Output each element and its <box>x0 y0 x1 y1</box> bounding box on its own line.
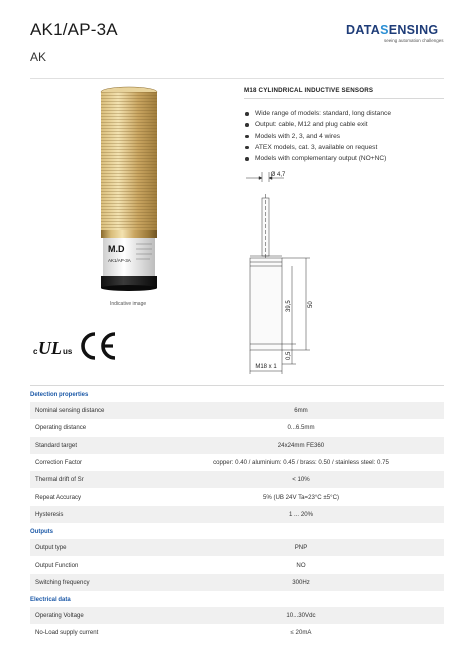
dimension-total-length: 50 <box>308 301 314 308</box>
row-label: Correction Factor <box>35 459 83 467</box>
dimension-drawing <box>232 168 322 380</box>
dimension-tip-length: 0,5 <box>286 351 292 360</box>
sensor-product-image <box>84 84 174 294</box>
cul-us-certification-icon <box>32 332 74 360</box>
features-list <box>244 108 391 164</box>
brand-word-start: DATA <box>346 23 381 37</box>
section-title-detection: Detection properties <box>30 392 89 398</box>
row-label: Thermal drift of Sr <box>35 476 84 484</box>
specifications-table <box>30 385 444 642</box>
brand-word-mark: S <box>380 23 389 37</box>
row-value: 5% (UB 24V Ta=23°C ±5°C) <box>262 493 340 501</box>
row-label: Hysteresis <box>35 510 64 518</box>
brand-tagline: seeing automation challenges <box>384 38 444 43</box>
row-value: 6mm <box>294 407 308 415</box>
row-value: < 10% <box>292 476 310 484</box>
features-title: M18 CYLINDRICAL INDUCTIVE SENSORS <box>244 87 374 94</box>
dimension-body-length: 39,5 <box>286 300 292 312</box>
table-row <box>30 437 444 454</box>
table-row <box>30 506 444 523</box>
row-label: No-Load supply current <box>35 629 99 637</box>
table-row <box>30 454 444 471</box>
section-title-outputs: Outputs <box>30 529 53 536</box>
image-caption: Indicative image <box>110 301 147 307</box>
brand-wordmark <box>346 24 448 37</box>
table-row <box>30 607 444 624</box>
header-divider <box>30 78 444 79</box>
feature-item: Models with complementary output (NO+NC) <box>244 153 391 164</box>
section-title-electrical: Electrical data <box>30 596 71 603</box>
row-label: Repeat Accuracy <box>35 493 82 501</box>
row-label: Operating Voltage <box>35 612 84 620</box>
ce-certification-icon <box>78 330 118 362</box>
table-row <box>30 419 444 436</box>
row-value: 300Hz <box>292 578 310 586</box>
feature-item: Models with 2, 3, and 4 wires <box>244 131 391 142</box>
row-label: Output type <box>35 544 67 552</box>
page-subtitle: AK <box>30 50 47 64</box>
svg-text:UL: UL <box>38 338 62 358</box>
dimension-thread: M18 x 1 <box>255 364 277 370</box>
row-value: copper: 0.40 / aluminium: 0.45 / brass: 0.50 / stainless steel: 0.75 <box>213 459 389 467</box>
row-value: NO <box>296 561 306 569</box>
features-divider <box>244 98 444 99</box>
brand-word-end: ENSING <box>388 23 439 37</box>
section-divider <box>30 385 444 386</box>
row-value: ≤ 20mA <box>290 629 312 637</box>
row-label: Operating distance <box>35 424 87 432</box>
table-row <box>30 624 444 641</box>
row-label: Output Function <box>35 561 79 569</box>
feature-item: Output: cable, M12 and plug cable exit <box>244 119 391 130</box>
sensor-label-brand: M.D <box>108 244 125 254</box>
row-label: Switching frequency <box>35 578 90 586</box>
table-row <box>30 556 444 573</box>
feature-item: Wide range of models: standard, long distance <box>244 108 391 119</box>
row-label: Nominal sensing distance <box>35 407 105 415</box>
table-row <box>30 471 444 488</box>
row-value: 0...6.5mm <box>287 424 315 432</box>
svg-text:us: us <box>63 347 73 356</box>
table-row <box>30 574 444 591</box>
row-value: PNP <box>294 544 308 552</box>
svg-text:c: c <box>33 347 38 356</box>
table-row <box>30 539 444 556</box>
page-title: AK1/AP-3A <box>30 20 118 39</box>
row-value: 1 ... 20% <box>288 510 314 518</box>
table-row <box>30 402 444 419</box>
row-value: 10...30Vdc <box>286 612 316 620</box>
feature-item: ATEX models, cat. 3, available on request <box>244 142 391 153</box>
sensor-label-model: AK1/AP-3A <box>108 258 131 263</box>
table-row <box>30 488 444 505</box>
dimension-diameter: Ø 4,7 <box>270 172 286 178</box>
row-label: Standard target <box>35 441 78 449</box>
row-value: 24x24mm FE360 <box>277 441 325 449</box>
brand-logo <box>346 24 448 48</box>
